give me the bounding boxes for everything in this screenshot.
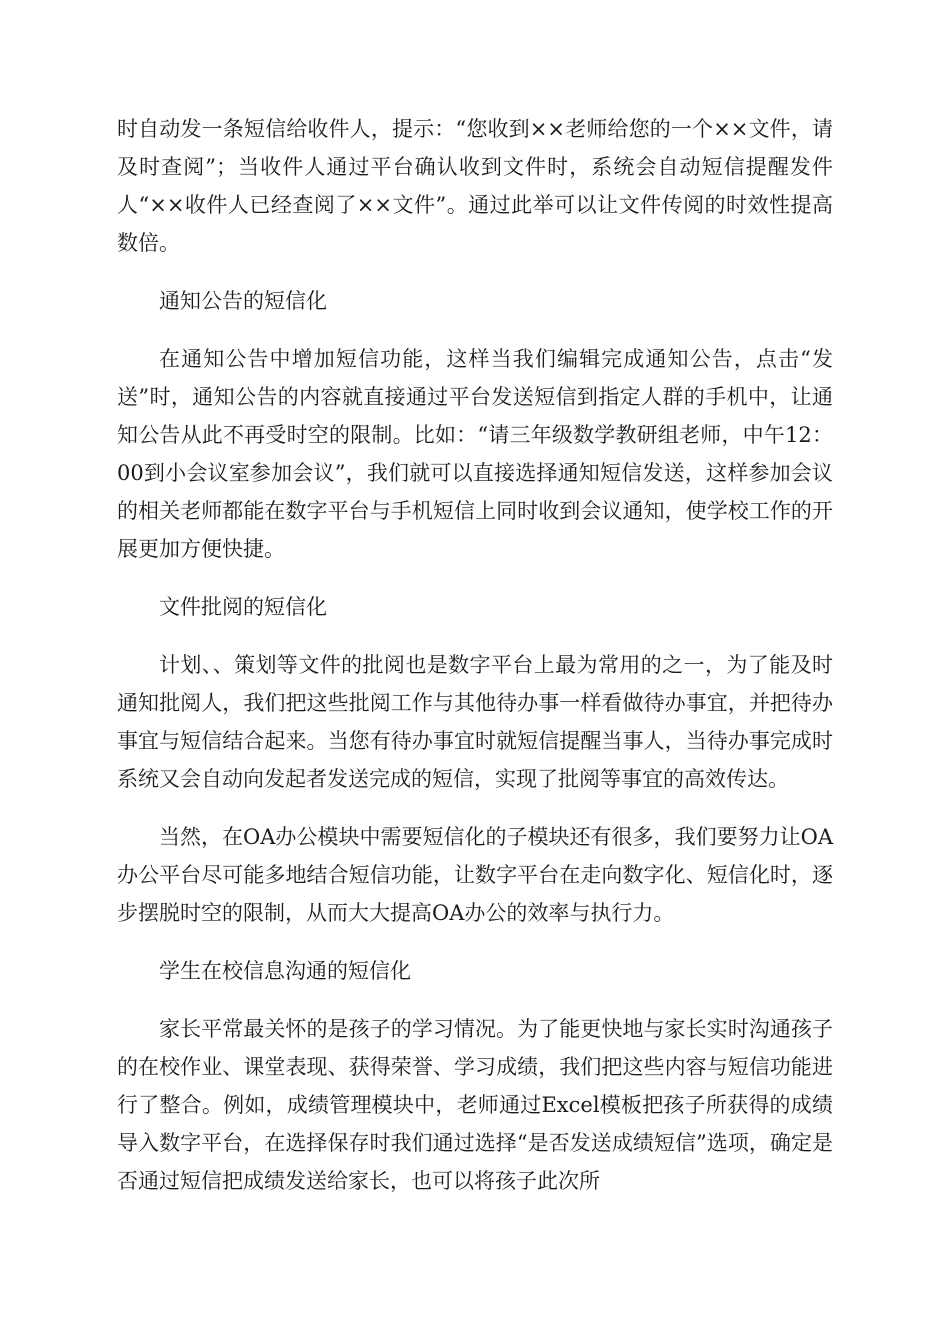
paragraph-continued: 时自动发一条短信给收件人，提示：“您收到××老师给您的一个××文件，请及时查阅”；当收件人通过平台确认收到文件时，系统会自动短信提醒发件人“××收件人已经查阅了××文件”。通过此举可以让文件传阅的时效性提高数倍。 xyxy=(117,117,833,255)
paragraph-document-review-sms: 计划、、策划等文件的批阅也是数字平台上最为常用的之一，为了能及时通知批阅人，我们把这些批阅工作与其他待办事一样看做待办事宜，并把待办事宜与短信结合起来。当您有待办事宜时就短信提醒当事人，当待办事完成时系统又会自动向发起者发送完成的短信，实现了批阅等事宜的高效传达。 xyxy=(117,653,833,791)
document-body xyxy=(117,110,833,1220)
paragraph-oa-summary: 当然，在OA办公模块中需要短信化的子模块还有很多，我们要努力让OA办公平台尽可能多地结合短信功能，让数字平台在走向数字化、短信化时，逐步摆脱时空的限制，从而大大提高OA办公的效率与执行力。 xyxy=(117,825,833,925)
paragraph-student-info-sms: 家长平常最关怀的是孩子的学习情况。为了能更快地与家长实时沟通孩子的在校作业、课堂表现、获得荣誉、学习成绩，我们把这些内容与短信功能进行了整合。例如，成绩管理模块中，老师通过Excel模板把孩子所获得的成绩导入数字平台，在选择保存时我们通过选择“是否发送成绩短信”选项，确定是否通过短信把成绩发送给家长，也可以将孩子此次所 xyxy=(117,1017,833,1193)
section-heading-notice-sms: 通知公告的短信化 xyxy=(159,289,327,313)
paragraph-notice-sms: 在通知公告中增加短信功能，这样当我们编辑完成通知公告，点击“发送”时，通知公告的内容就直接通过平台发送短信到指定人群的手机中，让通知公告从此不再受时空的限制。比如：“请三年级数学教研组老师，中午12：00到小会议室参加会议”，我们就可以直接选择通知短信发送，这样参加会议的相关老师都能在数字平台与手机短信上同时收到会议通知，使学校工作的开展更加方便快捷。 xyxy=(117,347,833,561)
section-heading-student-info-sms: 学生在校信息沟通的短信化 xyxy=(159,959,411,983)
section-heading-document-review-sms: 文件批阅的短信化 xyxy=(159,595,327,619)
